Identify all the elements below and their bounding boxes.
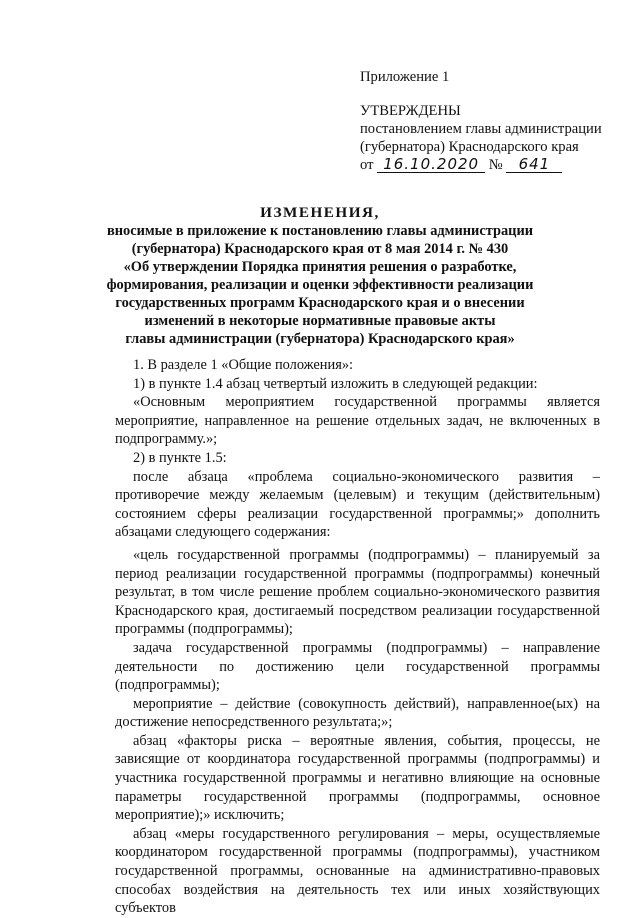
handwritten-number: 641 [506, 156, 562, 173]
number-prefix: № [488, 157, 503, 173]
approval-stamp [360, 68, 602, 174]
approval-line-2: (губернатора) Краснодарского края [360, 139, 579, 155]
approved-label: УТВЕРЖДЕНЫ [360, 103, 461, 119]
subtitle-line: изменений в некоторые нормативные правовые акты [144, 313, 496, 329]
document-body [115, 356, 600, 918]
document-subtitle [70, 222, 570, 348]
subtitle-line: вносимые в приложение к постановлению главы администрации [106, 223, 534, 239]
approval-line-1: постановлением главы администрации [360, 121, 602, 137]
handwritten-date: 16.10.2020 [377, 156, 485, 173]
subtitle-line: «Об утверждении Порядка принятия решения о разработке, [123, 259, 517, 275]
section-heading: 1. В разделе 1 «Общие положения»: [133, 357, 354, 373]
paragraph: 2) в пункте 1.5: [133, 449, 227, 466]
subtitle-line: (губернатора) Краснодарского края от 8 мая 2014 г. № 430 [131, 241, 509, 257]
appendix-label: Приложение 1 [360, 69, 450, 85]
paragraph: 1) в пункте 1.4 абзац четвертый изложить в следующей редакции: [133, 375, 538, 392]
subtitle-line: главы администрации (губернатора) Краснодарского края» [125, 331, 515, 347]
approval-date-line [360, 156, 602, 174]
document-title: ИЗМЕНЕНИЯ, [260, 204, 380, 221]
paragraph: задача государственной программы (подпрограммы) – направление деятельности по достижению цели государственной программы (подпрограммы); [115, 639, 600, 694]
from-prefix: от [360, 157, 374, 173]
paragraph: «Основным мероприятием государственной программы является мероприятие, направленное на решение отдельных задач, не включенных в подпрограмму.»; [115, 394, 600, 448]
paragraph: абзац «меры государственного регулирования – меры, осуществляемые координатором государственной программы (подпрограммы), участником государственной программы, основанные на административно-правовых способах воздействия на деятельность тех или иных хозяйствующих субъектов [115, 825, 600, 917]
subtitle-line: государственных программ Краснодарского края и о внесении [115, 295, 525, 311]
paragraph: мероприятие – действие (совокупность действий), направленное(ых) на достижение непосредственного результата;»; [115, 695, 600, 731]
paragraph: после абзаца «проблема социально-экономического развития – противоречие между желаемым (целевым) и текущим (действительным) состоянием сферы реализации государственной программы;» дополнить абзацами следующего содержания: [115, 468, 600, 541]
paragraph: абзац «факторы риска – вероятные явления, события, процессы, не зависящие от координатора государственной программы (подпрограммы) и участника государственной программы и негативно влияющие на основные параметры государственной программы (подпрограммы, основное мероприятие);» исключить; [115, 732, 600, 824]
paragraph: «цель государственной программы (подпрограммы) – планируемый за период реализации государственной программы (подпрограммы) конечный результат, в том числе решение проблем социально-экономического развития Краснодарского края, достигаемый посредством реализации государственной программы (подпрограммы); [115, 546, 600, 638]
subtitle-line: формирования, реализации и оценки эффективности реализации [106, 277, 534, 293]
